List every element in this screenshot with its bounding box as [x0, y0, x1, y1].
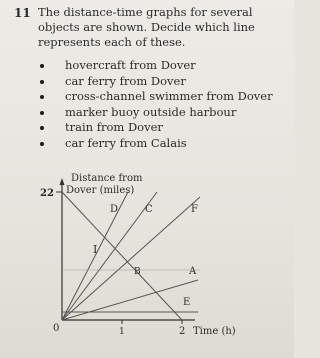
origin-label: 0: [53, 323, 60, 334]
y-axis-label-line1: Distance from: [71, 173, 143, 184]
x-tick-2-label: 2: [179, 326, 186, 337]
list-item-label: hovercraft from Dover: [65, 58, 196, 72]
line-b: [62, 192, 182, 320]
y-max-label: 22: [40, 188, 54, 199]
y-axis-label-line2: Dover (miles): [66, 185, 135, 196]
line-label-e: E: [183, 297, 191, 308]
line-label-d: D: [110, 204, 119, 215]
line-d: [62, 192, 128, 320]
line-a: [62, 280, 198, 320]
line-label-f: F: [191, 204, 198, 215]
x-axis-label: Time (h): [193, 326, 236, 337]
x-tick-1-label: 1: [119, 327, 125, 337]
y-axis-arrow-icon: [60, 178, 65, 185]
line-label-i: I: [93, 243, 98, 256]
list-item-label: cross-channel swimmer from Dover: [65, 89, 273, 103]
question-number: 11: [14, 6, 31, 20]
question-prompt: The distance-time graphs for several objects are shown. Decide which line represents each of these.: [38, 5, 255, 49]
line-label-a: A: [189, 266, 197, 277]
list-item-label: car ferry from Dover: [65, 73, 186, 88]
list-item-label: car ferry from Calais: [65, 135, 187, 150]
line-label-b: B: [134, 267, 141, 277]
list-item-label: marker buoy outside harbour: [65, 104, 237, 119]
list-item-label: train from Dover: [65, 120, 163, 134]
line-f: [62, 197, 200, 320]
line-label-c: C: [145, 204, 153, 215]
